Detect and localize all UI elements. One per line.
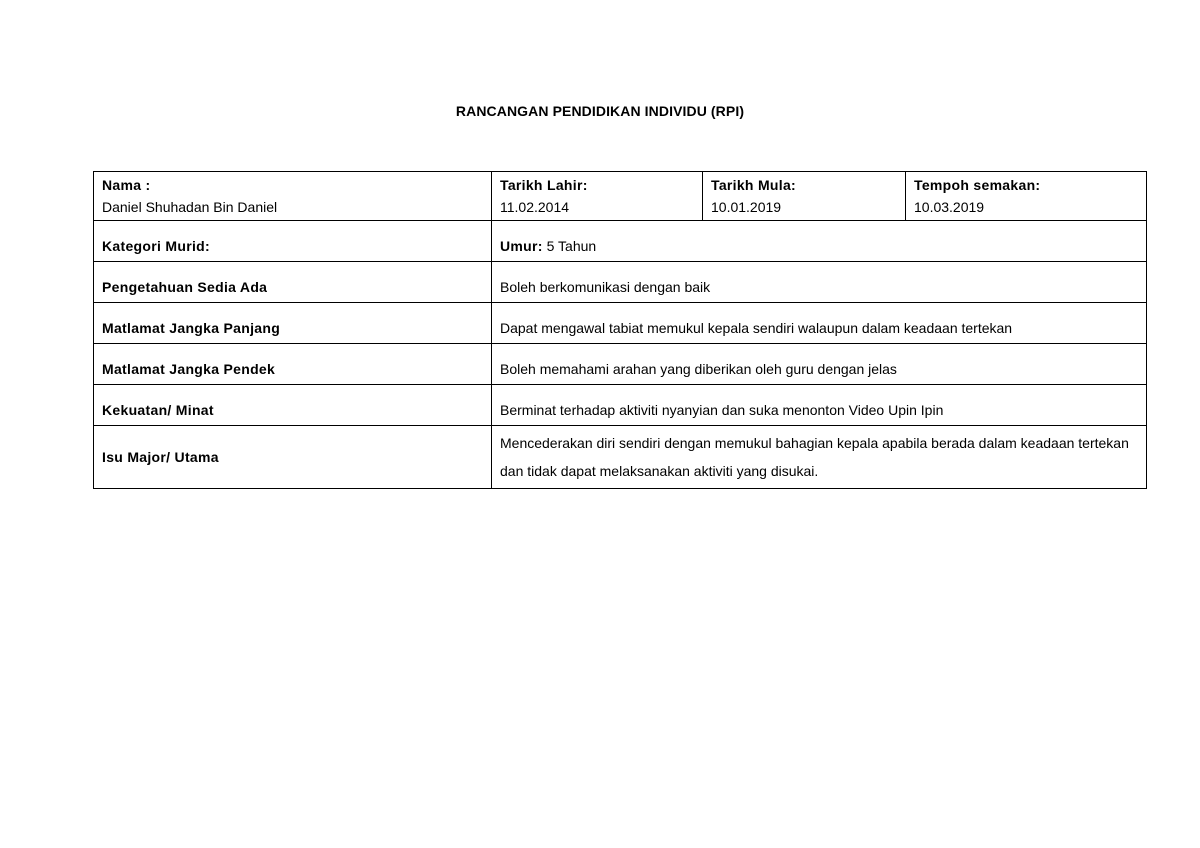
tempoh-semakan-value: 10.03.2019 bbox=[914, 199, 985, 215]
rpi-table bbox=[93, 171, 1147, 489]
kekuatan-label-cell bbox=[94, 385, 492, 426]
table-row-header bbox=[94, 172, 1147, 221]
table-row-kategori bbox=[94, 221, 1147, 262]
isu-label-cell bbox=[94, 426, 492, 489]
kekuatan-value: Berminat terhadap aktiviti nyanyian dan suka menonton Video Upin Ipin bbox=[500, 402, 944, 418]
jangka-panjang-value: Dapat mengawal tabiat memukul kepala sendiri walaupun dalam keadaan tertekan bbox=[500, 320, 1013, 336]
pengetahuan-label: Pengetahuan Sedia Ada bbox=[102, 279, 268, 295]
cell-nama bbox=[94, 172, 492, 221]
cell-tempoh-semakan bbox=[906, 172, 1147, 221]
kategori-label-cell bbox=[94, 221, 492, 262]
kekuatan-value-cell bbox=[492, 385, 1147, 426]
umur-label: Umur: bbox=[500, 238, 543, 254]
pengetahuan-value-cell bbox=[492, 262, 1147, 303]
jangka-pendek-value-cell bbox=[492, 344, 1147, 385]
tarikh-lahir-label: Tarikh Lahir: bbox=[500, 177, 588, 193]
table-row-isu bbox=[94, 426, 1147, 489]
umur-value: 5 Tahun bbox=[542, 238, 597, 254]
table-row-kekuatan bbox=[94, 385, 1147, 426]
pengetahuan-label-cell bbox=[94, 262, 492, 303]
tarikh-lahir-value: 11.02.2014 bbox=[500, 199, 570, 215]
tempoh-semakan-label: Tempoh semakan: bbox=[914, 177, 1041, 193]
table-row-pengetahuan bbox=[94, 262, 1147, 303]
nama-label: Nama : bbox=[102, 177, 151, 193]
kekuatan-label: Kekuatan/ Minat bbox=[102, 402, 214, 418]
cell-tarikh-lahir bbox=[492, 172, 703, 221]
isu-value: Mencederakan diri sendiri dengan memukul bahagian kepala apabila berada dalam keadaan tertekan dan tidak dapat melaksanakan aktiviti yang disukai. bbox=[500, 435, 1129, 479]
umur-cell bbox=[492, 221, 1147, 262]
nama-value: Daniel Shuhadan Bin Daniel bbox=[102, 199, 278, 215]
kategori-label: Kategori Murid: bbox=[102, 238, 210, 254]
jangka-panjang-value-cell bbox=[492, 303, 1147, 344]
tarikh-mula-value: 10.01.2019 bbox=[711, 199, 782, 215]
jangka-panjang-label-cell bbox=[94, 303, 492, 344]
jangka-panjang-label: Matlamat Jangka Panjang bbox=[102, 320, 281, 336]
jangka-pendek-label: Matlamat Jangka Pendek bbox=[102, 361, 276, 377]
cell-tarikh-mula bbox=[703, 172, 906, 221]
table-row-jangka-pendek bbox=[94, 344, 1147, 385]
document-title: RANCANGAN PENDIDIKAN INDIVIDU (RPI) bbox=[455, 103, 745, 119]
jangka-pendek-value: Boleh memahami arahan yang diberikan oleh guru dengan jelas bbox=[500, 361, 897, 377]
isu-label: Isu Major/ Utama bbox=[102, 449, 219, 465]
jangka-pendek-label-cell bbox=[94, 344, 492, 385]
table-row-jangka-panjang bbox=[94, 303, 1147, 344]
tarikh-mula-label: Tarikh Mula: bbox=[711, 177, 797, 193]
pengetahuan-value: Boleh berkomunikasi dengan baik bbox=[500, 279, 711, 295]
isu-value-cell bbox=[492, 426, 1147, 489]
